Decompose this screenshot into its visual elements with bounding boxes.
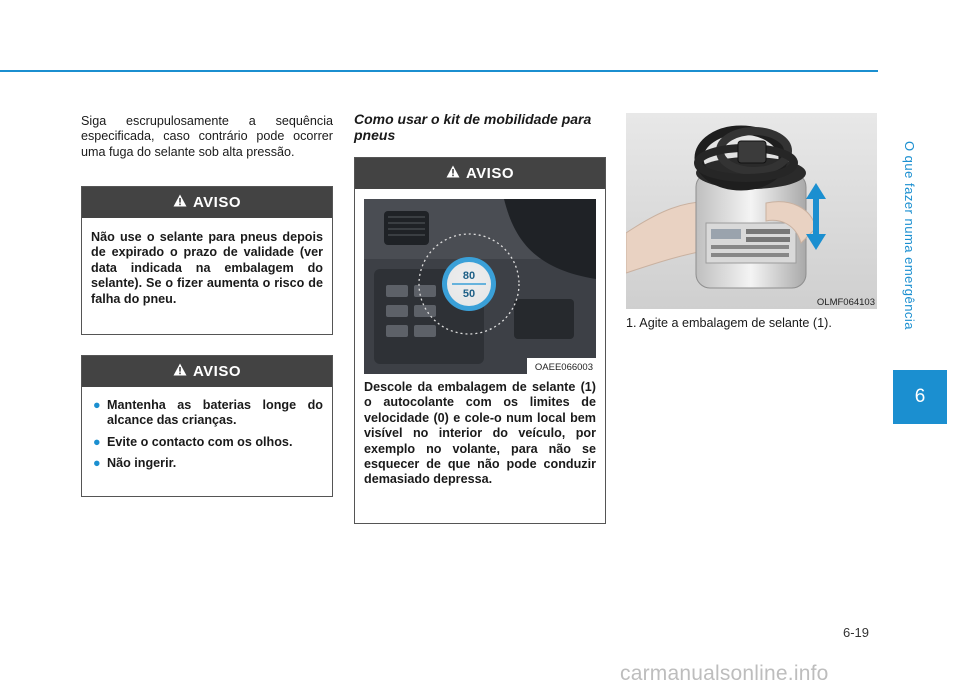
warning-header <box>355 158 605 189</box>
shake-sealant-figure <box>626 113 877 309</box>
warning-triangle-icon <box>446 165 460 182</box>
warning-text: Descole da embalagem de selante (1) o autocolante com os limites de velocidade (0) e cole-o num local bem visível no interior do veículo, por exemplo no volante, para não se esquecer de que não pode conduzir demasiado depressa. <box>364 380 596 487</box>
list-item <box>91 456 323 471</box>
warning-box-safety <box>81 355 333 497</box>
sticker-speed-80: 80 <box>462 270 476 282</box>
chapter-title-text: O que fazer numa emergência <box>902 140 918 330</box>
warning-body <box>355 374 605 496</box>
section-title: Como usar o kit de mobilidade para pneus <box>354 111 592 143</box>
list-item-text: Mantenha as baterias longe do alcance das crianças. <box>107 398 323 428</box>
figure-code: OAEE066003 <box>534 362 593 373</box>
step-1-text: 1. Agite a embalagem de selante (1). <box>626 316 832 330</box>
sticker-speed-50: 50 <box>462 288 476 300</box>
warning-list <box>91 398 323 472</box>
chapter-title-vertical <box>893 100 927 370</box>
list-item <box>91 398 323 429</box>
warning-triangle-icon <box>173 194 187 211</box>
list-item <box>91 435 323 450</box>
intro-paragraph: Siga escrupulosamente a sequência especificada, caso contrário pode ocorrer uma fuga do selante sob alta pressão. <box>81 114 333 159</box>
figure-code: OLMF064103 <box>816 297 875 308</box>
warning-title: AVISO <box>465 165 515 182</box>
dashboard-figure <box>364 199 596 374</box>
warning-header <box>82 187 332 218</box>
chapter-number-box <box>893 370 947 424</box>
warning-body <box>82 387 332 480</box>
watermark: carmanualsonline.info <box>620 662 829 685</box>
warning-triangle-icon <box>173 363 187 380</box>
bullet-icon: ● <box>93 456 101 471</box>
page-number: 6-19 <box>843 625 870 640</box>
warning-text: Não use o selante para pneus depois de expirado o prazo de validade (ver data indicada na embalagem do selante). Se o fizer aumenta o risco de falha do pneu. <box>91 230 323 306</box>
warning-box-expiry <box>81 186 333 335</box>
dashboard-sticker-illustration <box>364 199 596 374</box>
warning-box-sticker <box>354 157 606 524</box>
bullet-icon: ● <box>93 398 101 412</box>
list-item-text: Não ingerir. <box>107 456 177 471</box>
header-rule <box>0 70 878 72</box>
chapter-number: 6 <box>914 386 926 407</box>
bullet-icon: ● <box>93 434 101 449</box>
warning-header <box>82 356 332 387</box>
warning-title: AVISO <box>192 194 242 211</box>
warning-body <box>82 218 332 315</box>
sealant-bottle-illustration <box>626 113 877 309</box>
list-item-text: Evite o contacto com os olhos. <box>107 434 293 449</box>
warning-title: AVISO <box>192 363 242 380</box>
